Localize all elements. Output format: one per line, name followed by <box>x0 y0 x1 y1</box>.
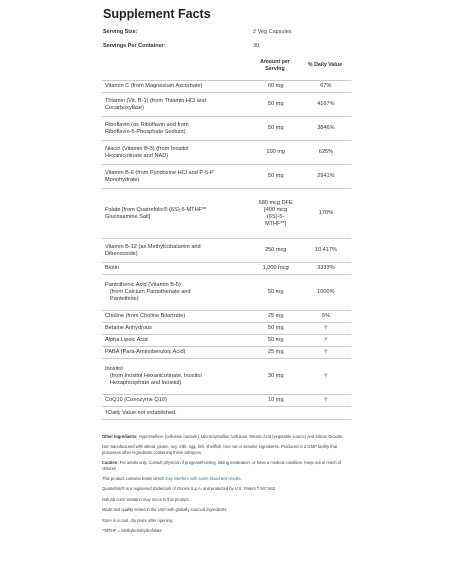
nutrient-amount-line: 680 mcg DFE <box>258 199 293 206</box>
nutrient-daily-value: † <box>301 347 351 359</box>
nutrient-amount-line: 50 mg <box>267 101 284 107</box>
nutrient-daily-value: 3846% <box>301 117 351 141</box>
nutrient-name-line: (from Calcium Pantothenate and <box>110 289 191 295</box>
nutrient-name <box>102 93 251 117</box>
nutrient-name-line: (from Inositol Hexanicotinate, Inositol <box>110 373 202 379</box>
nutrient-name <box>102 359 251 395</box>
nutrient-name-line: Pantothenic Acid (Vitamin B-5) <box>105 282 181 288</box>
caution-label: Caution: <box>102 460 119 466</box>
nutrient-amount-line: 50 mg <box>267 125 284 131</box>
nutrient-amount <box>251 359 301 395</box>
nutrient-name <box>102 311 251 323</box>
nutrient-name-line: Monohydrate) <box>105 176 140 183</box>
nutrient-name <box>102 395 251 407</box>
nutrient-row <box>102 239 351 263</box>
nutrient-name-line: Folate [from Quatrefolic® (6S)-5-MTHF** <box>105 206 207 213</box>
nutrient-daily-value: 10,417% <box>301 239 351 263</box>
nutrient-row <box>102 311 351 323</box>
nutrient-name-line: Hexanicotinate and NAD) <box>105 152 169 159</box>
nutrient-daily-value: † <box>301 395 351 407</box>
nutrient-amount-line: 100 mg <box>266 149 286 155</box>
nutrient-row <box>102 347 351 359</box>
allergen-statement: Not manufactured with wheat, gluten, soy, milk, egg, fish, shellfish, tree nut or sesame ingredients. Produced in a GMP facility that processes other ingredients containing these allergens. <box>102 444 338 455</box>
daily-value-column-header: % Daily Value <box>307 62 343 68</box>
storage-statement: Store in a cool, dry place after opening. <box>102 517 174 523</box>
nutrient-name <box>102 335 251 347</box>
nutrient-name-line: Cocarboxylase) <box>105 104 144 111</box>
nutrient-name-line: Pantethine) <box>110 296 139 302</box>
nutrient-name-line: Thiamin (Vit. B-1) (from Thiamin HCl and <box>105 97 207 104</box>
other-ingredients-text: Hypromellose (cellulose capsule), Microcrystalline Cellulose, Stearic Acid (vegetable source) and Silicon Dioxide. <box>138 434 344 439</box>
nutrient-name <box>102 347 251 359</box>
servings-per-container-label: Servings Per Container: <box>103 43 166 49</box>
nutrient-name-line: Hexaphosphate and Inositol) <box>110 380 182 386</box>
nutrient-amount <box>251 263 301 275</box>
amount-column-header <box>250 59 300 73</box>
daily-value-footnote-row <box>102 407 351 420</box>
nutrient-daily-value: 3333% <box>301 263 351 275</box>
nutrient-name-line: Glucosamine Salt] <box>105 213 151 220</box>
nutrient-amount <box>251 117 301 141</box>
nutrient-amount-line: 1,000 mcg <box>262 265 289 271</box>
nutrient-name <box>102 263 251 275</box>
daily-value-footnote: †Daily Value not established. <box>102 407 351 420</box>
nutrient-daily-value: 1000% <box>301 275 351 311</box>
nutrient-amount-line: 250 mcg <box>264 247 287 253</box>
nutrient-name-line: Alpha Lipoic Acid <box>105 337 148 343</box>
nutrient-amount <box>251 395 301 407</box>
nutrient-name-line: Betaine Anhydrous <box>105 325 152 331</box>
nutrient-row <box>102 117 351 141</box>
nutrient-name <box>102 239 251 263</box>
nutrient-name-line: Vitamin B-12 (as Methylcobalamin and <box>105 243 201 250</box>
nutrient-amount <box>251 275 301 311</box>
serving-size-value: 2 Veg Capsules <box>253 29 292 35</box>
nutrient-daily-value: 67% <box>301 81 351 93</box>
nutrient-row <box>102 275 351 311</box>
supplement-facts-panel <box>100 0 352 584</box>
nutrient-amount <box>251 347 301 359</box>
nutrient-name <box>102 81 251 93</box>
nutrient-name-line: Choline (from Choline Bitartrate) <box>105 313 186 319</box>
servings-per-container-row <box>103 42 352 50</box>
nutrient-amount <box>251 239 301 263</box>
caution-statement <box>102 460 352 471</box>
nutrient-name <box>102 189 251 239</box>
serving-size-label: Serving Size: <box>103 29 138 35</box>
nutrient-name-line: Dibencozide) <box>105 250 138 257</box>
serving-size-row <box>103 28 352 36</box>
nutrient-row <box>102 263 351 275</box>
nutrient-daily-value: 625% <box>301 141 351 165</box>
nutrient-amount-line: (6S)-5- <box>266 213 285 220</box>
label-notes <box>102 434 352 538</box>
nutrient-daily-value: † <box>301 323 351 335</box>
amount-header-line1: Amount per <box>260 59 290 65</box>
nutrient-daily-value: † <box>301 359 351 395</box>
servings-per-container-value: 30 <box>253 43 260 49</box>
nutrient-name <box>102 141 251 165</box>
nutrient-name-line: Riboflavin-5-Phosphate Sodium) <box>105 128 186 135</box>
nutrient-amount <box>251 335 301 347</box>
nutrient-table-body <box>102 81 351 420</box>
nutrient-amount-line: 25 mg <box>267 349 284 355</box>
nutrient-amount <box>251 141 301 165</box>
nutrient-row <box>102 335 351 347</box>
nutrient-amount-line: 10 mg <box>267 397 284 403</box>
nutrient-amount <box>251 81 301 93</box>
biotin-prefix: This product contains Biotin which <box>102 476 164 482</box>
nutrient-row <box>102 81 351 93</box>
nutrient-amount <box>251 189 301 239</box>
mthf-footnote: **MTHF = Methyltetrahydrofolate <box>102 528 162 534</box>
nutrient-row <box>102 189 351 239</box>
other-ingredients <box>102 434 352 439</box>
nutrient-name-line: Vitamin C (from Magnesium Ascorbate) <box>105 83 203 89</box>
nutrient-daily-value: 5% <box>301 311 351 323</box>
nutrient-name <box>102 117 251 141</box>
column-header <box>100 56 352 80</box>
biotin-statement <box>102 476 352 481</box>
nutrient-name-line: PABA (Para-Aminobenzoic Acid) <box>105 349 186 355</box>
nutrient-amount <box>251 93 301 117</box>
nutrient-amount-line: 30 mg <box>267 373 284 379</box>
nutrient-daily-value: † <box>301 335 351 347</box>
nutrient-name-line: Niacin (Vitamin B-3) (from Inositol <box>105 145 189 152</box>
nutrient-amount-line: 60 mg <box>267 83 284 89</box>
nutrient-name <box>102 165 251 189</box>
nutrient-name-line: Riboflavin (as Riboflavin and from <box>105 121 189 128</box>
nutrient-table <box>102 80 351 420</box>
other-ingredients-label: Other Ingredients: <box>102 434 138 439</box>
biotin-link[interactable]: may interfere with some blood test results. <box>165 476 242 482</box>
color-statement: Natural color variation may occur in this product. <box>102 496 190 502</box>
nutrient-row <box>102 141 351 165</box>
nutrient-row <box>102 93 351 117</box>
panel-title: Supplement Facts <box>103 7 211 21</box>
nutrient-name <box>102 275 251 311</box>
nutrient-amount-line: MTHF**] <box>264 220 287 227</box>
nutrient-name-line: CoQ10 (Coenzyme Q10) <box>105 397 167 403</box>
nutrient-row <box>102 359 351 395</box>
nutrient-amount <box>251 165 301 189</box>
nutrient-amount-line: 50 mg <box>267 289 284 295</box>
nutrient-amount-line: 50 mg <box>267 173 284 179</box>
nutrient-daily-value: 2941% <box>301 165 351 189</box>
nutrient-amount-line: 50 mg <box>267 325 284 331</box>
nutrient-daily-value: 170% <box>301 189 351 239</box>
nutrient-row <box>102 165 351 189</box>
nutrient-amount-line: 50 mg <box>267 337 284 343</box>
nutrient-name-line: Vitamin B-6 (from Pyridoxine HCl and P-5-P <box>105 169 214 176</box>
nutrient-amount-line: 25 mg <box>267 313 284 319</box>
nutrient-daily-value: 4167% <box>301 93 351 117</box>
nutrient-name <box>102 323 251 335</box>
nutrient-row <box>102 395 351 407</box>
trademark-statement: Quatrefolic® is a registered trademark of Gnosis S.p.A. and protected by U.S. Patent 7,947,662. <box>102 486 277 492</box>
nutrient-amount <box>251 311 301 323</box>
nutrient-amount-line: [400 mcg <box>264 206 288 213</box>
nutrient-row <box>102 323 351 335</box>
caution-text: For adults only. Consult physician if pregnant/nursing, taking medication, or have a medical condition. Keep out of reach of children. <box>102 460 342 471</box>
nutrient-name-line: Biotin <box>105 265 119 271</box>
nutrient-name-line: Inositol <box>105 366 123 372</box>
made-statement: Made and quality tested in the USA with globally sourced ingredients. <box>102 507 228 513</box>
amount-header-line2: Serving <box>265 66 285 72</box>
nutrient-amount <box>251 323 301 335</box>
